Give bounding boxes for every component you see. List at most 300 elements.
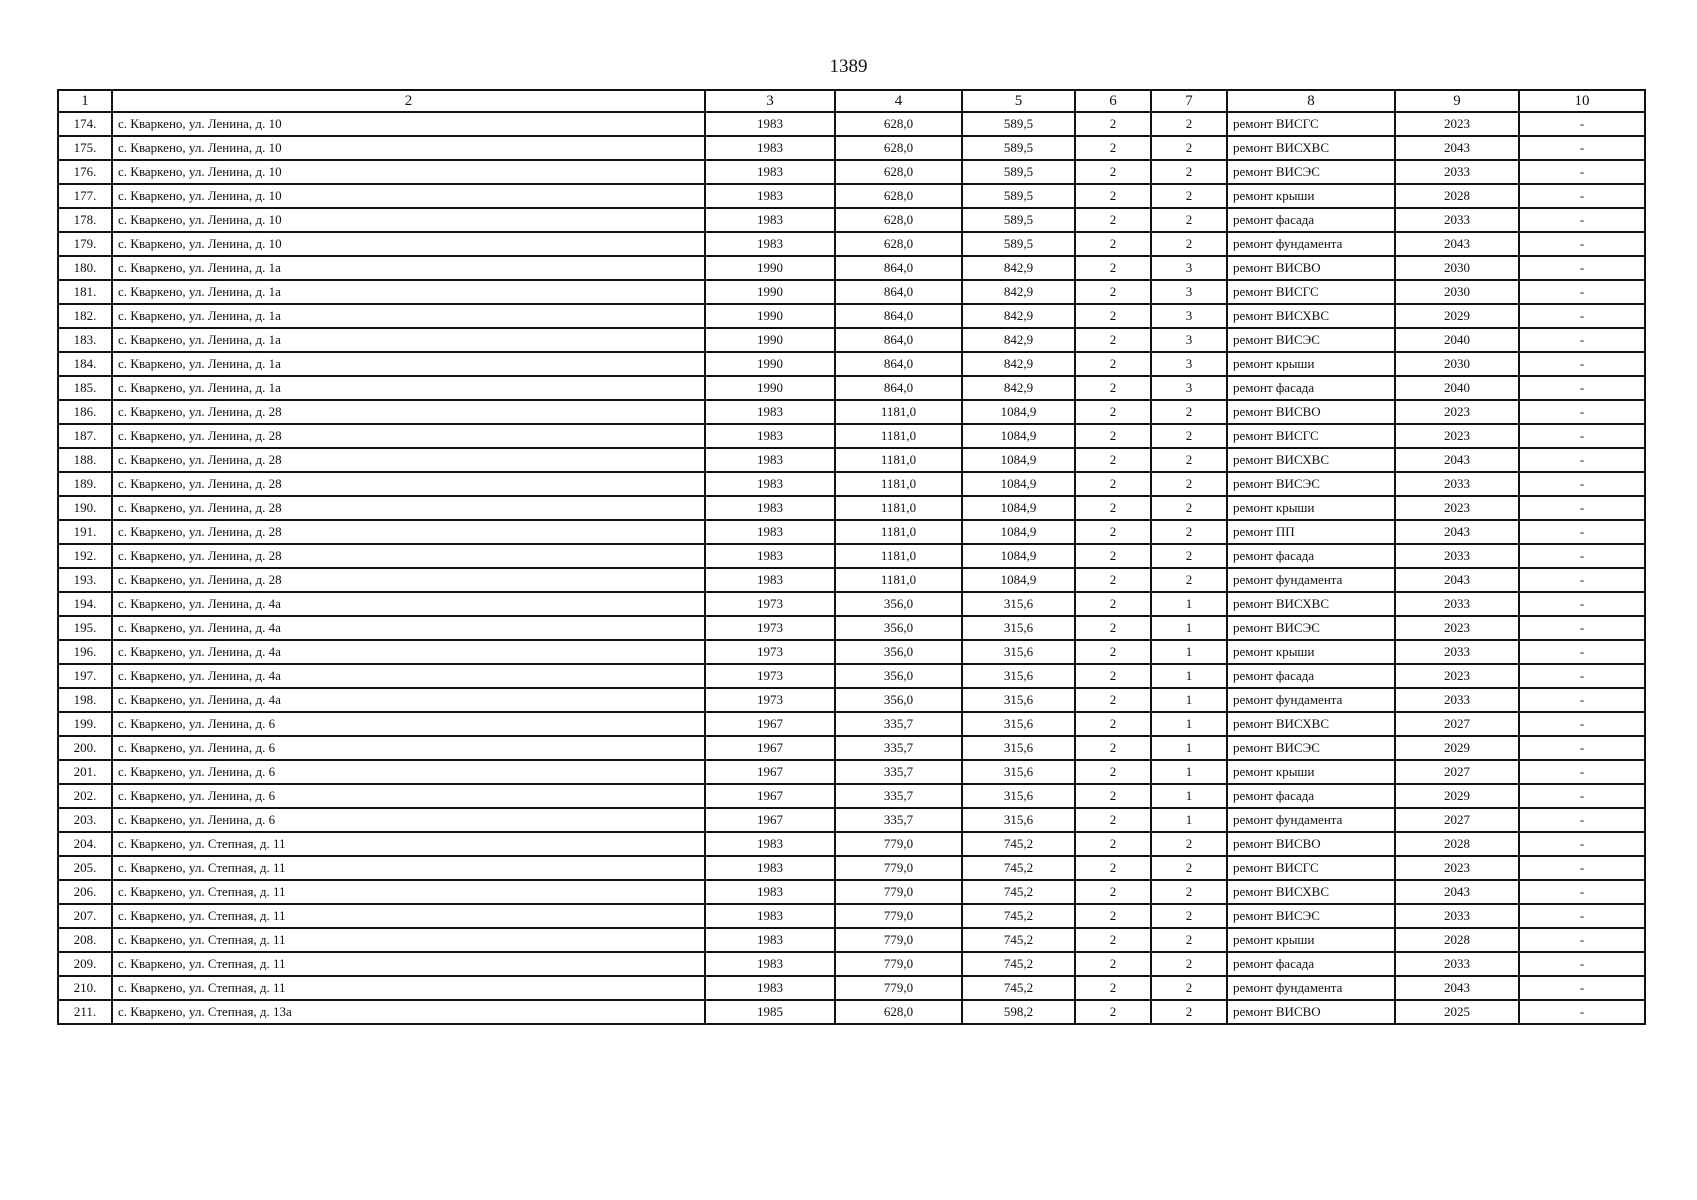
table-cell: 315,6 bbox=[962, 712, 1075, 736]
table-cell: 2 bbox=[1075, 640, 1151, 664]
table-cell: 335,7 bbox=[835, 784, 962, 808]
table-cell: 745,2 bbox=[962, 952, 1075, 976]
table-cell: - bbox=[1519, 424, 1645, 448]
table-cell: 842,9 bbox=[962, 376, 1075, 400]
table-cell: 1990 bbox=[705, 304, 835, 328]
table-cell: 206. bbox=[58, 880, 112, 904]
table-cell: 315,6 bbox=[962, 664, 1075, 688]
column-header: 4 bbox=[835, 90, 962, 112]
table-cell: с. Кваркено, ул. Ленина, д. 1а bbox=[112, 376, 705, 400]
table-cell: 2 bbox=[1151, 568, 1227, 592]
table-cell: ремонт фасада bbox=[1227, 784, 1395, 808]
table-cell: 842,9 bbox=[962, 352, 1075, 376]
table-cell: 185. bbox=[58, 376, 112, 400]
table-cell: 1983 bbox=[705, 496, 835, 520]
table-cell: 315,6 bbox=[962, 784, 1075, 808]
table-cell: 211. bbox=[58, 1000, 112, 1024]
table-cell: 2 bbox=[1075, 856, 1151, 880]
table-cell: 2 bbox=[1151, 424, 1227, 448]
table-cell: 1973 bbox=[705, 640, 835, 664]
table-cell: 2027 bbox=[1395, 760, 1519, 784]
table-cell: 2029 bbox=[1395, 304, 1519, 328]
table-cell: - bbox=[1519, 712, 1645, 736]
table-cell: 1181,0 bbox=[835, 400, 962, 424]
table-cell: 1983 bbox=[705, 520, 835, 544]
table-cell: 2033 bbox=[1395, 952, 1519, 976]
table-cell: 2 bbox=[1075, 808, 1151, 832]
table-cell: 191. bbox=[58, 520, 112, 544]
table-cell: 2 bbox=[1075, 448, 1151, 472]
table-cell: 628,0 bbox=[835, 184, 962, 208]
table-cell: - bbox=[1519, 952, 1645, 976]
table-cell: 1983 bbox=[705, 232, 835, 256]
table-cell: с. Кваркено, ул. Ленина, д. 4а bbox=[112, 616, 705, 640]
table-cell: с. Кваркено, ул. Степная, д. 11 bbox=[112, 856, 705, 880]
table-cell: ремонт ВИСЭС bbox=[1227, 160, 1395, 184]
table-cell: 745,2 bbox=[962, 976, 1075, 1000]
table-cell: с. Кваркено, ул. Ленина, д. 1а bbox=[112, 328, 705, 352]
table-row bbox=[58, 712, 1645, 736]
table-cell: 598,2 bbox=[962, 1000, 1075, 1024]
table-cell: - bbox=[1519, 448, 1645, 472]
table-cell: 628,0 bbox=[835, 208, 962, 232]
table-cell: 1983 bbox=[705, 928, 835, 952]
table-cell: 1983 bbox=[705, 568, 835, 592]
table-cell: 2 bbox=[1151, 496, 1227, 520]
table-cell: 184. bbox=[58, 352, 112, 376]
table-cell: 2043 bbox=[1395, 520, 1519, 544]
column-header: 2 bbox=[112, 90, 705, 112]
table-cell: 335,7 bbox=[835, 808, 962, 832]
table-cell: ремонт крыши bbox=[1227, 760, 1395, 784]
table-row bbox=[58, 952, 1645, 976]
table-cell: 1983 bbox=[705, 904, 835, 928]
table-cell: - bbox=[1519, 640, 1645, 664]
table-cell: с. Кваркено, ул. Ленина, д. 4а bbox=[112, 640, 705, 664]
column-header: 9 bbox=[1395, 90, 1519, 112]
table-cell: 1181,0 bbox=[835, 448, 962, 472]
table-cell: 2028 bbox=[1395, 928, 1519, 952]
table-cell: 315,6 bbox=[962, 760, 1075, 784]
table-cell: - bbox=[1519, 904, 1645, 928]
table-row bbox=[58, 928, 1645, 952]
table-cell: 1 bbox=[1151, 592, 1227, 616]
table-cell: 176. bbox=[58, 160, 112, 184]
table-row bbox=[58, 856, 1645, 880]
table-cell: 210. bbox=[58, 976, 112, 1000]
table-cell: с. Кваркено, ул. Ленина, д. 6 bbox=[112, 736, 705, 760]
table-cell: 2 bbox=[1075, 616, 1151, 640]
table-cell: 1084,9 bbox=[962, 544, 1075, 568]
table-cell: - bbox=[1519, 568, 1645, 592]
table-cell: 1 bbox=[1151, 688, 1227, 712]
table-cell: ремонт крыши bbox=[1227, 928, 1395, 952]
table-cell: 779,0 bbox=[835, 952, 962, 976]
table-cell: 779,0 bbox=[835, 880, 962, 904]
table-cell: 2023 bbox=[1395, 664, 1519, 688]
table-cell: ремонт крыши bbox=[1227, 352, 1395, 376]
column-header: 6 bbox=[1075, 90, 1151, 112]
table-cell: 779,0 bbox=[835, 976, 962, 1000]
table-cell: 864,0 bbox=[835, 352, 962, 376]
table-cell: с. Кваркено, ул. Ленина, д. 6 bbox=[112, 784, 705, 808]
table-cell: 745,2 bbox=[962, 832, 1075, 856]
table-cell: - bbox=[1519, 808, 1645, 832]
table-cell: 2 bbox=[1075, 736, 1151, 760]
table-cell: 194. bbox=[58, 592, 112, 616]
table-row bbox=[58, 352, 1645, 376]
table-cell: 180. bbox=[58, 256, 112, 280]
table-cell: 3 bbox=[1151, 352, 1227, 376]
table-cell: 1084,9 bbox=[962, 448, 1075, 472]
table-header bbox=[58, 90, 1645, 112]
table-row bbox=[58, 160, 1645, 184]
table-cell: 2 bbox=[1075, 760, 1151, 784]
table-cell: 315,6 bbox=[962, 808, 1075, 832]
table-cell: - bbox=[1519, 496, 1645, 520]
table-cell: ремонт крыши bbox=[1227, 640, 1395, 664]
table-cell: ремонт фундамента bbox=[1227, 688, 1395, 712]
table-cell: 203. bbox=[58, 808, 112, 832]
table-cell: 2030 bbox=[1395, 256, 1519, 280]
table-cell: 2043 bbox=[1395, 568, 1519, 592]
table-cell: с. Кваркено, ул. Ленина, д. 28 bbox=[112, 400, 705, 424]
table-row bbox=[58, 328, 1645, 352]
table-cell: с. Кваркено, ул. Ленина, д. 1а bbox=[112, 256, 705, 280]
table-cell: 2 bbox=[1075, 208, 1151, 232]
table-cell: с. Кваркено, ул. Ленина, д. 28 bbox=[112, 472, 705, 496]
table-cell: 2 bbox=[1075, 232, 1151, 256]
capital-repair-table bbox=[57, 89, 1646, 1025]
table-cell: - bbox=[1519, 520, 1645, 544]
table-cell: ремонт фасада bbox=[1227, 664, 1395, 688]
table-cell: 2 bbox=[1075, 952, 1151, 976]
table-cell: с. Кваркено, ул. Ленина, д. 10 bbox=[112, 232, 705, 256]
table-cell: 1 bbox=[1151, 616, 1227, 640]
table-cell: 842,9 bbox=[962, 256, 1075, 280]
table-cell: 779,0 bbox=[835, 856, 962, 880]
table-cell: - bbox=[1519, 1000, 1645, 1024]
table-row bbox=[58, 784, 1645, 808]
table-cell: ремонт ВИСХВС bbox=[1227, 448, 1395, 472]
table-cell: 1973 bbox=[705, 592, 835, 616]
table-cell: - bbox=[1519, 592, 1645, 616]
table-cell: 2 bbox=[1075, 976, 1151, 1000]
table-cell: - bbox=[1519, 280, 1645, 304]
table-cell: с. Кваркено, ул. Ленина, д. 4а bbox=[112, 688, 705, 712]
table-cell: - bbox=[1519, 208, 1645, 232]
table-cell: 2033 bbox=[1395, 592, 1519, 616]
table-cell: 315,6 bbox=[962, 640, 1075, 664]
page-number: 1389 bbox=[829, 56, 868, 77]
table-cell: 2 bbox=[1075, 592, 1151, 616]
table-cell: 745,2 bbox=[962, 856, 1075, 880]
table-cell: с. Кваркено, ул. Ленина, д. 28 bbox=[112, 424, 705, 448]
table-cell: 2033 bbox=[1395, 904, 1519, 928]
table-cell: 2 bbox=[1151, 400, 1227, 424]
table-cell: 2033 bbox=[1395, 208, 1519, 232]
table-cell: 189. bbox=[58, 472, 112, 496]
table-cell: ремонт ВИСХВС bbox=[1227, 712, 1395, 736]
table-cell: с. Кваркено, ул. Ленина, д. 28 bbox=[112, 544, 705, 568]
table-cell: 2 bbox=[1075, 256, 1151, 280]
table-row bbox=[58, 904, 1645, 928]
table-cell: ремонт ВИСЭС bbox=[1227, 328, 1395, 352]
table-cell: с. Кваркено, ул. Ленина, д. 10 bbox=[112, 136, 705, 160]
table-cell: 2 bbox=[1151, 472, 1227, 496]
table-cell: 2 bbox=[1151, 136, 1227, 160]
table-cell: 1990 bbox=[705, 256, 835, 280]
table-cell: ремонт фундамента bbox=[1227, 232, 1395, 256]
table-cell: ремонт фасада bbox=[1227, 376, 1395, 400]
table-cell: 2027 bbox=[1395, 712, 1519, 736]
table-cell: 335,7 bbox=[835, 712, 962, 736]
table-cell: ремонт ВИСХВС bbox=[1227, 136, 1395, 160]
table-row bbox=[58, 400, 1645, 424]
table-cell: 2043 bbox=[1395, 232, 1519, 256]
table-cell: ремонт крыши bbox=[1227, 496, 1395, 520]
table-body bbox=[58, 112, 1645, 1024]
column-header: 10 bbox=[1519, 90, 1645, 112]
table-cell: 315,6 bbox=[962, 688, 1075, 712]
table-cell: - bbox=[1519, 976, 1645, 1000]
table-cell: 1983 bbox=[705, 976, 835, 1000]
table-cell: с. Кваркено, ул. Ленина, д. 6 bbox=[112, 712, 705, 736]
table-cell: 2023 bbox=[1395, 112, 1519, 136]
table-cell: 2 bbox=[1075, 544, 1151, 568]
table-cell: 2 bbox=[1075, 520, 1151, 544]
table-cell: 1084,9 bbox=[962, 568, 1075, 592]
table-cell: 3 bbox=[1151, 280, 1227, 304]
table-cell: ремонт фундамента bbox=[1227, 568, 1395, 592]
table-cell: с. Кваркено, ул. Степная, д. 11 bbox=[112, 976, 705, 1000]
table-cell: 1 bbox=[1151, 808, 1227, 832]
table-cell: с. Кваркено, ул. Ленина, д. 28 bbox=[112, 448, 705, 472]
table-row bbox=[58, 640, 1645, 664]
header-row bbox=[58, 90, 1645, 112]
table-cell: 2040 bbox=[1395, 328, 1519, 352]
table-cell: 1181,0 bbox=[835, 544, 962, 568]
table-cell: 2043 bbox=[1395, 976, 1519, 1000]
table-cell: 1983 bbox=[705, 832, 835, 856]
table-cell: 2043 bbox=[1395, 880, 1519, 904]
table-row bbox=[58, 832, 1645, 856]
table-row bbox=[58, 544, 1645, 568]
table-cell: 2029 bbox=[1395, 736, 1519, 760]
column-header: 5 bbox=[962, 90, 1075, 112]
table-cell: ремонт фундамента bbox=[1227, 976, 1395, 1000]
table-row bbox=[58, 592, 1645, 616]
table-cell: 2033 bbox=[1395, 472, 1519, 496]
table-cell: 1 bbox=[1151, 664, 1227, 688]
column-header: 3 bbox=[705, 90, 835, 112]
table-cell: ремонт ВИСХВС bbox=[1227, 880, 1395, 904]
table-cell: 842,9 bbox=[962, 328, 1075, 352]
column-header: 1 bbox=[58, 90, 112, 112]
table-cell: 198. bbox=[58, 688, 112, 712]
table-row bbox=[58, 304, 1645, 328]
table-cell: ремонт крыши bbox=[1227, 184, 1395, 208]
table-cell: 2 bbox=[1151, 448, 1227, 472]
table-cell: 315,6 bbox=[962, 616, 1075, 640]
table-cell: ремонт ВИСЭС bbox=[1227, 616, 1395, 640]
table-row bbox=[58, 184, 1645, 208]
table-cell: 2 bbox=[1151, 160, 1227, 184]
table-cell: 628,0 bbox=[835, 112, 962, 136]
table-cell: 864,0 bbox=[835, 304, 962, 328]
table-row bbox=[58, 568, 1645, 592]
table-row bbox=[58, 208, 1645, 232]
table-cell: 2040 bbox=[1395, 376, 1519, 400]
table-cell: - bbox=[1519, 328, 1645, 352]
table-cell: 2 bbox=[1075, 832, 1151, 856]
table-row bbox=[58, 1000, 1645, 1024]
table-cell: 1983 bbox=[705, 952, 835, 976]
table-row bbox=[58, 664, 1645, 688]
table-row bbox=[58, 808, 1645, 832]
table-cell: 2023 bbox=[1395, 856, 1519, 880]
table-cell: 2 bbox=[1151, 1000, 1227, 1024]
table-row bbox=[58, 616, 1645, 640]
table-cell: 208. bbox=[58, 928, 112, 952]
table-row bbox=[58, 688, 1645, 712]
table-cell: 2 bbox=[1075, 136, 1151, 160]
table-cell: 2033 bbox=[1395, 160, 1519, 184]
table-cell: 589,5 bbox=[962, 232, 1075, 256]
table-cell: с. Кваркено, ул. Ленина, д. 10 bbox=[112, 160, 705, 184]
table-row bbox=[58, 112, 1645, 136]
table-cell: 2033 bbox=[1395, 544, 1519, 568]
table-cell: 842,9 bbox=[962, 304, 1075, 328]
table-cell: с. Кваркено, ул. Ленина, д. 28 bbox=[112, 568, 705, 592]
table-cell: 1 bbox=[1151, 640, 1227, 664]
table-cell: 779,0 bbox=[835, 832, 962, 856]
table-cell: 202. bbox=[58, 784, 112, 808]
table-cell: 779,0 bbox=[835, 928, 962, 952]
table-cell: - bbox=[1519, 664, 1645, 688]
table-cell: 1983 bbox=[705, 472, 835, 496]
table-row bbox=[58, 976, 1645, 1000]
table-cell: - bbox=[1519, 304, 1645, 328]
table-cell: 174. bbox=[58, 112, 112, 136]
table-cell: 2 bbox=[1075, 376, 1151, 400]
table-cell: 193. bbox=[58, 568, 112, 592]
table-cell: 209. bbox=[58, 952, 112, 976]
table-cell: 2 bbox=[1151, 904, 1227, 928]
table-cell: 177. bbox=[58, 184, 112, 208]
table-cell: 2028 bbox=[1395, 184, 1519, 208]
table-cell: 745,2 bbox=[962, 880, 1075, 904]
table-cell: ремонт фасада bbox=[1227, 544, 1395, 568]
table-row bbox=[58, 880, 1645, 904]
table-cell: 1983 bbox=[705, 880, 835, 904]
table-cell: 192. bbox=[58, 544, 112, 568]
table-cell: ремонт ВИСЭС bbox=[1227, 472, 1395, 496]
table-cell: 2 bbox=[1075, 472, 1151, 496]
table-cell: 1983 bbox=[705, 160, 835, 184]
table-cell: 2 bbox=[1075, 280, 1151, 304]
table-cell: 2 bbox=[1151, 112, 1227, 136]
table-cell: с. Кваркено, ул. Ленина, д. 10 bbox=[112, 184, 705, 208]
table-cell: 1990 bbox=[705, 328, 835, 352]
table-cell: - bbox=[1519, 544, 1645, 568]
table-cell: ремонт ВИСХВС bbox=[1227, 304, 1395, 328]
table-cell: 745,2 bbox=[962, 904, 1075, 928]
table-cell: - bbox=[1519, 160, 1645, 184]
table-cell: ремонт ВИСЭС bbox=[1227, 904, 1395, 928]
table-cell: 589,5 bbox=[962, 136, 1075, 160]
table-cell: - bbox=[1519, 352, 1645, 376]
table-cell: ремонт фасада bbox=[1227, 952, 1395, 976]
table-cell: 200. bbox=[58, 736, 112, 760]
table-cell: 2023 bbox=[1395, 400, 1519, 424]
table-cell: 1985 bbox=[705, 1000, 835, 1024]
table-cell: 1 bbox=[1151, 712, 1227, 736]
table-cell: 589,5 bbox=[962, 208, 1075, 232]
table-cell: 1181,0 bbox=[835, 424, 962, 448]
table-cell: 2043 bbox=[1395, 136, 1519, 160]
table-cell: - bbox=[1519, 832, 1645, 856]
table-cell: с. Кваркено, ул. Ленина, д. 6 bbox=[112, 808, 705, 832]
table-cell: ремонт ВИСГС bbox=[1227, 280, 1395, 304]
table-cell: 2 bbox=[1075, 1000, 1151, 1024]
table-cell: ремонт фундамента bbox=[1227, 808, 1395, 832]
table-cell: 2023 bbox=[1395, 424, 1519, 448]
table-cell: - bbox=[1519, 928, 1645, 952]
table-cell: 864,0 bbox=[835, 328, 962, 352]
table-cell: - bbox=[1519, 760, 1645, 784]
table-cell: 1973 bbox=[705, 664, 835, 688]
table-cell: 1 bbox=[1151, 760, 1227, 784]
table-cell: - bbox=[1519, 880, 1645, 904]
table-row bbox=[58, 496, 1645, 520]
table-cell: - bbox=[1519, 184, 1645, 208]
table-cell: 2 bbox=[1075, 112, 1151, 136]
table-cell: 335,7 bbox=[835, 760, 962, 784]
table-cell: ремонт фасада bbox=[1227, 208, 1395, 232]
table-cell: 2029 bbox=[1395, 784, 1519, 808]
table-cell: 3 bbox=[1151, 256, 1227, 280]
table-cell: 1 bbox=[1151, 736, 1227, 760]
table-cell: 2 bbox=[1075, 664, 1151, 688]
table-cell: 864,0 bbox=[835, 280, 962, 304]
table-cell: 589,5 bbox=[962, 184, 1075, 208]
table-cell: 779,0 bbox=[835, 904, 962, 928]
table-row bbox=[58, 736, 1645, 760]
table-cell: 1983 bbox=[705, 208, 835, 232]
table-row bbox=[58, 448, 1645, 472]
table-cell: 1983 bbox=[705, 424, 835, 448]
table-row bbox=[58, 424, 1645, 448]
table-cell: 2 bbox=[1075, 424, 1151, 448]
table-cell: 207. bbox=[58, 904, 112, 928]
table-cell: - bbox=[1519, 856, 1645, 880]
table-cell: 1983 bbox=[705, 856, 835, 880]
table-cell: - bbox=[1519, 400, 1645, 424]
table-cell: 2 bbox=[1075, 328, 1151, 352]
table-cell: 179. bbox=[58, 232, 112, 256]
table-cell: 315,6 bbox=[962, 736, 1075, 760]
table-cell: 3 bbox=[1151, 304, 1227, 328]
table-cell: 1181,0 bbox=[835, 472, 962, 496]
table-cell: 628,0 bbox=[835, 232, 962, 256]
table-cell: с. Кваркено, ул. Степная, д. 11 bbox=[112, 952, 705, 976]
table-cell: 2 bbox=[1075, 688, 1151, 712]
table-cell: 628,0 bbox=[835, 1000, 962, 1024]
table-cell: 178. bbox=[58, 208, 112, 232]
table-cell: 188. bbox=[58, 448, 112, 472]
table-cell: 183. bbox=[58, 328, 112, 352]
